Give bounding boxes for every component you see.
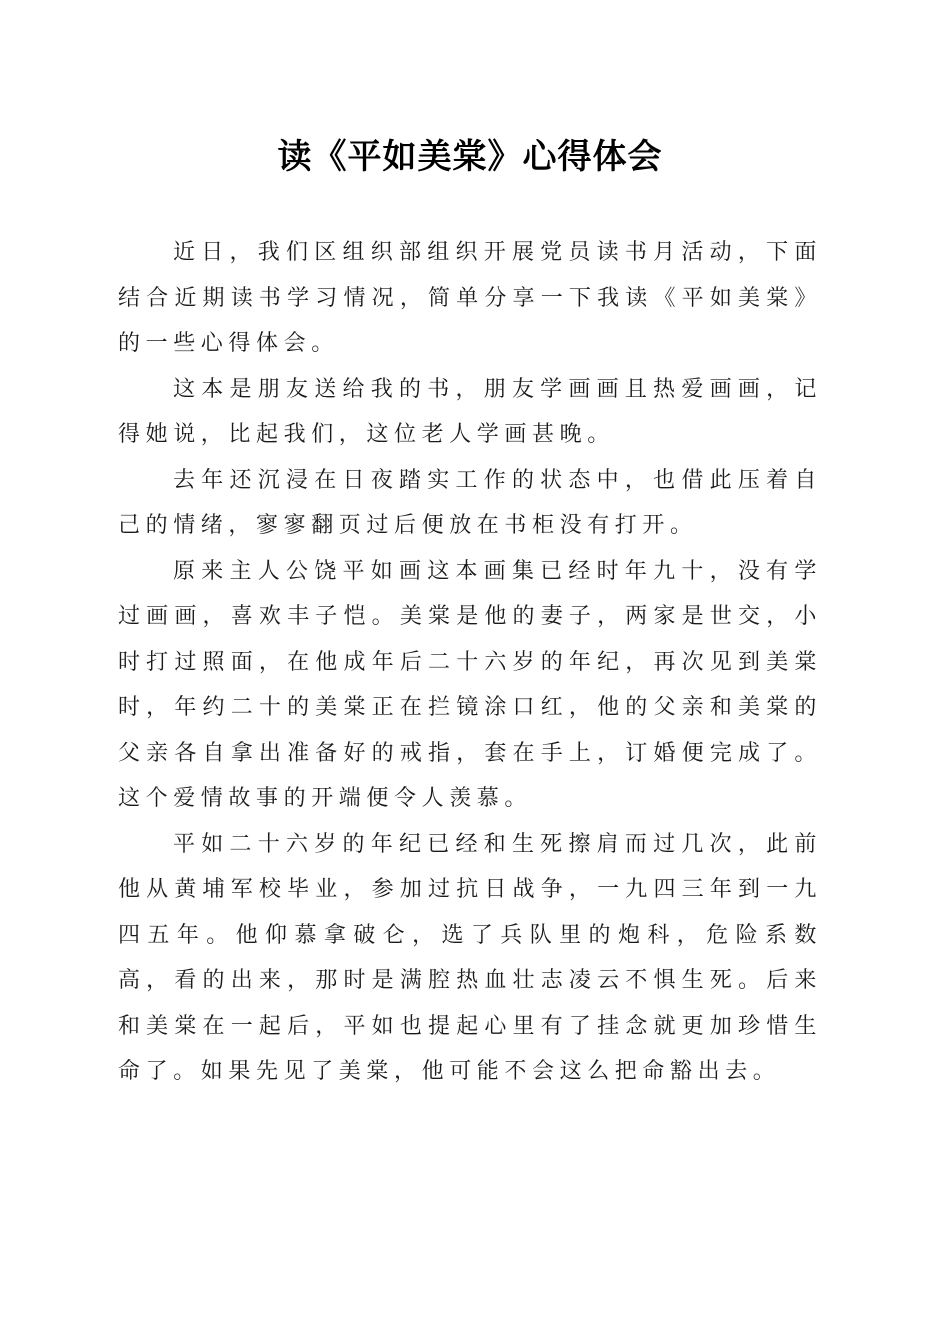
paragraph: 这本是朋友送给我的书，朋友学画画且热爱画画，记得她说，比起我们，这位老人学画甚晚。 bbox=[118, 376, 822, 447]
document-body bbox=[118, 230, 822, 1095]
paragraph: 近日，我们区组织部组织开展党员读书月活动，下面结合近期读书学习情况，简单分享一下我读《平如美棠》的一些心得体会。 bbox=[118, 240, 822, 356]
document-title: 读《平如美棠》心得体会 bbox=[277, 137, 663, 177]
paragraph: 去年还沉浸在日夜踏实工作的状态中，也借此压着自己的情绪，寥寥翻页过后便放在书柜没有打开。 bbox=[118, 467, 822, 538]
paragraph: 平如二十六岁的年纪已经和生死擦肩而过几次，此前他从黄埔军校毕业，参加过抗日战争，一九四三年到一九四五年。他仰慕拿破仑，选了兵队里的炮科，危险系数高，看的出来，那时是满腔热血壮志凌云不惧生死。后来和美棠在一起后，平如也提起心里有了挂念就更加珍惜生命了。如果先见了美棠，他可能不会这么把命豁出去。 bbox=[118, 831, 822, 1084]
paragraph: 原来主人公饶平如画这本画集已经时年九十，没有学过画画，喜欢丰子恺。美棠是他的妻子，两家是世交，小时打过照面，在他成年后二十六岁的年纪，再次见到美棠时，年约二十的美棠正在拦镜涂口红，他的父亲和美棠的父亲各自拿出准备好的戒指，套在手上，订婚便完成了。这个爱情故事的开端便令人羡慕。 bbox=[118, 558, 822, 811]
